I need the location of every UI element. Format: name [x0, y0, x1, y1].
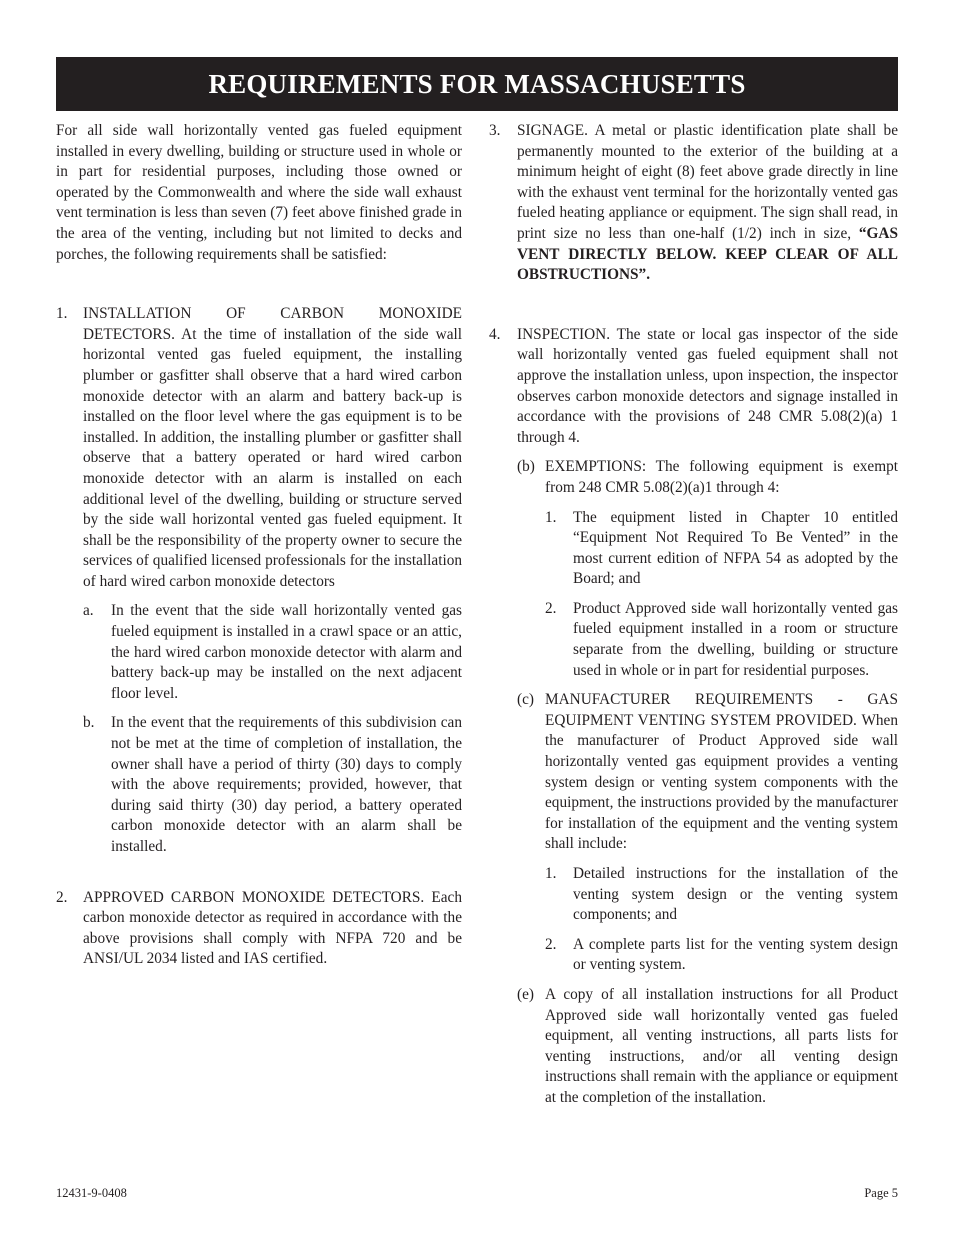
item-4e	[517, 985, 898, 1109]
item-4b-1-label: 1.	[545, 508, 557, 526]
item-4c	[517, 690, 898, 976]
item-4b-2-label: 2.	[545, 599, 557, 617]
item-3-sign-text: “GAS VENT DIRECTLY BELOW. KEEP CLEAR OF ALL OBSTRUCTIONS”.	[517, 224, 898, 284]
item-3	[489, 121, 898, 286]
item-2-number: 2.	[56, 888, 68, 906]
item-3-body: SIGNAGE. A metal or plastic identification plate shall be permanently mounted to the exterior of the building at a minimum height of eight (8) feet above grade directly in line with the exhaust vent terminal for the horizontally vented gas fueled heating appliance or equipment. The sign shall read, in print size no less than one-half (1/2) inch in size,	[517, 122, 898, 242]
item-3-number: 3.	[489, 122, 501, 139]
item-3-text	[517, 121, 898, 286]
item-4c-label: (c)	[517, 691, 534, 709]
item-1-text: INSTALLATION OF CARBON MONOXIDE DETECTORS. At the time of installation of the side wall horizontal vented gas fueled equipment, the installing plumber or gasfitter shall observe that a hard wired carbon monoxide detector with an alarm and battery back-up is installed on the floor level where the gas equipment is to be installed. In addition, the installing plumber or gasfitter shall observe that a battery operated or hard wired carbon monoxide detector with an alarm is installed on each additional level of the dwelling, building or structure served by the side wall horizontal vented gas fueled equipment. It shall be the responsibility of the property owner to secure the services of qualified licensed professionals for the installation of hard wired carbon monoxide detectors	[83, 305, 462, 590]
item-4b-text: EXEMPTIONS: The following equipment is exempt from 248 CMR 5.08(2)(a)1 through 4:	[545, 458, 898, 496]
right-column	[489, 121, 898, 1109]
page-title: REQUIREMENTS FOR MASSACHUSETTS	[56, 57, 898, 111]
item-2	[56, 888, 462, 970]
item-4-text: INSPECTION. The state or local gas inspector of the side wall horizontally vented gas fueled equipment shall not approve the installation unless, upon inspection, the inspector observes carbon monoxide detectors and signage installed in accordance with the provisions of 248 CMR 5.08(2)(a) 1 through 4.	[517, 325, 898, 446]
item-4e-text: A copy of all installation instructions for all Product Approved side wall horizontally vented gas fueled equipment, all venting instructions, all parts lists for venting instructions, and/or all venting design instructions shall remain with the appliance or equipment at the completion of the installation.	[545, 985, 898, 1106]
item-2-text: APPROVED CARBON MONOXIDE DETECTORS. Each carbon monoxide detector as required in accordance with the above provisions shall comply with NFPA 720 and be ANSI/UL 2034 listed and IAS certified.	[83, 888, 462, 968]
item-4c-1	[545, 864, 898, 926]
item-4c-text: MANUFACTURER REQUIREMENTS - GAS EQUIPMENT VENTING SYSTEM PROVIDED. When the manufacturer of Product Approved side wall horizontally vented gas equipment provides a venting system design or venting system components with the equipment, the instructions provided by the manufacturer for installation of the equipment and the venting system shall include:	[545, 691, 898, 853]
left-column	[56, 121, 462, 970]
item-4b-label: (b)	[517, 458, 535, 476]
intro-paragraph: For all side wall horizontally vented gas fueled equipment installed in every dwelling, building or structure used in whole or in part for residential purposes, including those owned or operated by the Commonwealth and where the side wall exhaust vent termination is less than seven (7) feet above finished grade in the area of the venting, including but not limited to decks and porches, the following requirements shall be satisfied:	[56, 122, 462, 263]
item-1b-label: b.	[83, 714, 95, 732]
item-4-number: 4.	[489, 325, 501, 343]
item-4b-1	[545, 508, 898, 590]
document-number: 12431-9-0408	[56, 1186, 127, 1200]
item-1a	[83, 601, 462, 704]
page-number: Page 5	[864, 1186, 898, 1200]
item-4c-2-label: 2.	[545, 935, 557, 953]
item-1	[56, 304, 462, 857]
item-1a-text: In the event that the side wall horizontally vented gas fueled equipment is installed in a crawl space or an attic, the hard wired carbon monoxide detector with alarm and battery back-up may be installed on the next adjacent floor level.	[111, 602, 462, 702]
item-4e-label: (e)	[517, 985, 534, 1003]
item-1-number: 1.	[56, 305, 68, 323]
item-4b-2	[545, 599, 898, 681]
item-4c-2	[545, 935, 898, 976]
item-4c-1-label: 1.	[545, 865, 557, 882]
item-4b-1-text: The equipment listed in Chapter 10 entitled “Equipment Not Required To Be Vented” in the most current edition of NFPA 54 as adopted by the Board; and	[573, 508, 898, 588]
item-1a-label: a.	[83, 602, 94, 620]
item-1b	[83, 713, 462, 857]
item-1b-text: In the event that the requirements of this subdivision can not be met at the time of completion of installation, the owner shall have a period of thirty (30) days to comply with the above requirements; provided, however, that during said thirty (30) day period, a battery operated carbon monoxide detector with an alarm shall be installed.	[111, 714, 462, 855]
item-4c-2-text: A complete parts list for the venting system design or venting system.	[573, 935, 898, 974]
item-4c-1-text: Detailed instructions for the installation of the venting system design or the venting system components; and	[573, 865, 898, 924]
item-4	[489, 325, 898, 1109]
item-4b	[517, 457, 898, 681]
item-4b-2-text: Product Approved side wall horizontally vented gas fueled equipment installed in a room or structure separate from the dwelling, building or structure used in whole or in part for residential purposes.	[573, 599, 898, 679]
